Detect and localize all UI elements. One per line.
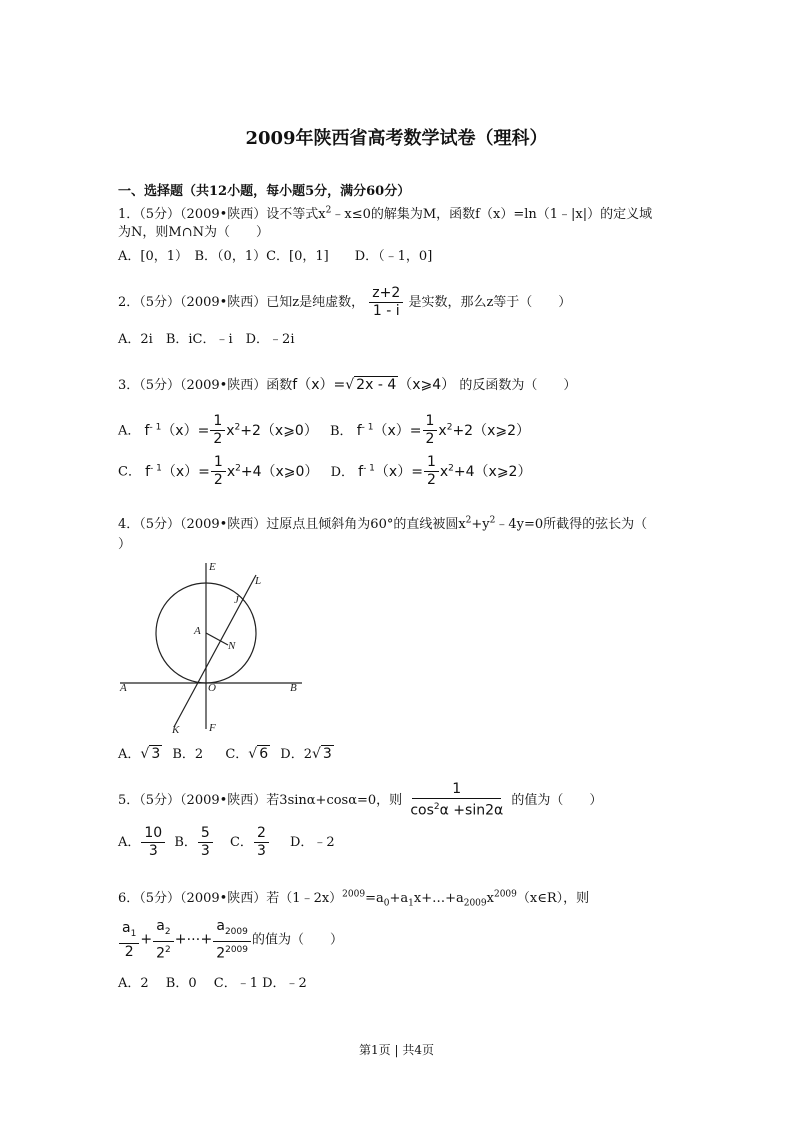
q4-optA: A． bbox=[118, 747, 141, 762]
q6-frac2-a: a bbox=[156, 918, 165, 934]
q5-options bbox=[118, 825, 335, 860]
q6-frac1-a: a bbox=[122, 919, 131, 936]
q3-optB-frac bbox=[423, 413, 438, 448]
q6-options: A．2 B．0 C．﹣1 D．﹣2 bbox=[118, 976, 307, 991]
q3-optC-label: C． bbox=[118, 464, 141, 480]
q5-optA-num: 10 bbox=[141, 825, 165, 843]
q3-optB-cond: （x⩾2） bbox=[473, 422, 531, 439]
q3-sqrt: √ 2x - 4 bbox=[345, 377, 397, 393]
q3-optB-label: B． bbox=[330, 423, 353, 439]
q3-optB-sup: - 1 bbox=[361, 421, 374, 432]
q3-optC-x: x bbox=[226, 463, 236, 480]
q3-optC-sq: 2 bbox=[235, 462, 241, 473]
q3-optA-cond: （x⩾0） bbox=[260, 422, 318, 439]
q5-den-sup: 2 bbox=[433, 802, 440, 812]
label-A-left: A bbox=[120, 682, 127, 694]
q6-line1 bbox=[118, 887, 589, 909]
q3-optB-plus: +2 bbox=[452, 422, 474, 439]
q6-sub1: 1 bbox=[408, 898, 414, 909]
q3-optC-frac bbox=[211, 454, 226, 489]
q3-optD-frac bbox=[424, 454, 439, 489]
q3-optA-xeq: （x）= bbox=[161, 422, 210, 439]
q1-line2: 为N，则M∩N为（ ） bbox=[118, 225, 269, 240]
q6-frac1 bbox=[119, 920, 139, 961]
q3-optB-num: 1 bbox=[423, 413, 438, 431]
q6-frac3-base: 2 bbox=[216, 945, 226, 962]
q5-den bbox=[407, 799, 506, 820]
q1-text-a: 1．（5分）（2009•陕西）设不等式x bbox=[118, 207, 326, 222]
q6-dots: +⋯+ bbox=[174, 931, 213, 948]
q6-frac2 bbox=[153, 918, 174, 962]
q6-frac1-den: 2 bbox=[124, 943, 134, 960]
q5-optC-frac bbox=[254, 825, 269, 860]
q6-sup-a: 2009 bbox=[342, 889, 366, 900]
q6-a: 6．（5分）（2009•陕西）若（1﹣2x） bbox=[118, 891, 343, 906]
label-B: B bbox=[290, 682, 297, 694]
q3-stem bbox=[118, 374, 576, 394]
q3-optA-x: x bbox=[226, 422, 235, 439]
q3-optC-cond: （x⩾0） bbox=[261, 463, 319, 480]
q5-optB-label: B． bbox=[174, 835, 197, 850]
q3-optD-f: f bbox=[358, 463, 364, 480]
q5-stem bbox=[118, 781, 602, 820]
label-L: L bbox=[255, 575, 262, 587]
q3-optC-num: 1 bbox=[211, 454, 226, 472]
q3-optC-xeq: （x）= bbox=[161, 463, 210, 480]
q3-optD-sq: 2 bbox=[448, 462, 454, 473]
q2-num: z+2 bbox=[369, 285, 403, 303]
q4-optC: C． bbox=[225, 747, 249, 762]
q3-optB-x: x bbox=[438, 422, 447, 439]
label-O: O bbox=[208, 682, 216, 694]
q4-optC-rad: 6 bbox=[259, 746, 269, 762]
q3-optC-plus: +4 bbox=[240, 463, 262, 480]
q6-frac3-sub: 2009 bbox=[224, 926, 248, 937]
label-K: K bbox=[172, 724, 180, 736]
q5-optB-den: 3 bbox=[200, 843, 210, 859]
q4-options bbox=[118, 743, 334, 762]
q4-figure bbox=[110, 555, 310, 740]
q3-optA-f: f bbox=[144, 422, 150, 439]
q4-optA-sqrt: √ 3 bbox=[140, 746, 161, 762]
q4-line1 bbox=[118, 513, 647, 532]
q3-optD-expr bbox=[358, 454, 532, 488]
q6-frac2-sub: 2 bbox=[164, 926, 171, 937]
q6-frac2-base: 2 bbox=[156, 945, 165, 962]
q3-optD-xeq: （x）= bbox=[374, 463, 423, 480]
q6-frac3 bbox=[213, 918, 251, 962]
q3-suffix: 的反函数为（ ） bbox=[459, 378, 577, 393]
label-N: N bbox=[228, 640, 236, 652]
q3-optD-den: 2 bbox=[426, 472, 436, 488]
q6-frac3-exp: 2009 bbox=[225, 944, 249, 955]
q6-frac3-den bbox=[213, 942, 251, 963]
q6-e: x bbox=[486, 891, 494, 906]
q6-sub2009: 2009 bbox=[463, 898, 487, 909]
label-F: F bbox=[209, 722, 216, 734]
q3-fx: f（x）= bbox=[292, 377, 346, 393]
q5-optC-den: 3 bbox=[256, 843, 266, 859]
perpendicular-segment bbox=[206, 633, 228, 645]
q4-optA-rad: 3 bbox=[151, 746, 161, 762]
q6-frac3-a: a bbox=[216, 918, 225, 934]
q2-options: A．2i B．iC．﹣i D．﹣2i bbox=[118, 332, 295, 347]
q1-sup: 2 bbox=[325, 205, 332, 216]
q3-optA-den: 2 bbox=[213, 431, 223, 447]
q4-optD-rad: 3 bbox=[322, 746, 332, 762]
q3-options-row2 bbox=[118, 454, 531, 489]
q3-optB-sq: 2 bbox=[446, 421, 453, 432]
page-footer: 第1页 | 共4页 bbox=[359, 1043, 434, 1057]
q3-optA-frac bbox=[210, 413, 225, 448]
q3-optD-num: 1 bbox=[424, 454, 439, 472]
q3-optC-f: f bbox=[145, 463, 151, 480]
q4-optB: B．2 bbox=[172, 747, 204, 762]
q6-frac3-num bbox=[213, 918, 251, 942]
q4-sup-b: 2 bbox=[489, 515, 496, 526]
q4-line2: ） bbox=[118, 537, 132, 552]
q6-frac2-num bbox=[153, 918, 173, 942]
q4-text-a: 4．（5分）（2009•陕西）过原点且倾斜角为60°的直线被圆x bbox=[118, 517, 466, 532]
q3-optC-sup: - 1 bbox=[150, 462, 162, 473]
q3-optD-x: x bbox=[439, 463, 449, 480]
q2-suffix: 是实数，那么z等于（ ） bbox=[408, 295, 572, 310]
q1-line1 bbox=[118, 203, 652, 222]
q6-c: +a bbox=[389, 891, 409, 906]
label-E: E bbox=[209, 561, 216, 573]
q5-optA-den: 3 bbox=[148, 843, 158, 859]
q5-prefix: 5．（5分）（2009•陕西）若3sinα+cosα=0，则 bbox=[118, 792, 403, 808]
q5-num: 1 bbox=[412, 781, 501, 799]
q3-optA-sup: - 1 bbox=[149, 421, 162, 432]
q5-optC-label: C． bbox=[229, 835, 253, 850]
q3-optC-den: 2 bbox=[213, 472, 223, 488]
q4-text-c: ﹣4y=0所截得的弦长为（ bbox=[495, 517, 648, 532]
q3-optA-num: 1 bbox=[210, 413, 225, 431]
q6-frac1-sub: 1 bbox=[130, 928, 137, 939]
q6-b: =a bbox=[365, 891, 384, 906]
q2-stem bbox=[118, 285, 571, 320]
q4-optD-sqrt: √ 3 bbox=[311, 746, 332, 762]
q2-prefix: 2．（5分）（2009•陕西）已知z是纯虚数， bbox=[118, 295, 365, 310]
q3-optA-expr bbox=[144, 413, 318, 447]
q1-options: A．[0，1） B．（0，1）C．[0，1] D．（﹣1，0] bbox=[118, 249, 433, 264]
q5-optD-label: D．﹣2 bbox=[290, 835, 335, 850]
q4-optD: D．2 bbox=[280, 747, 312, 762]
q5-optA-frac bbox=[141, 825, 165, 860]
q6-plus: + bbox=[140, 931, 153, 948]
q6-sup-b: 2009 bbox=[493, 889, 517, 900]
q3-prefix: 3．（5分）（2009•陕西）函数 bbox=[118, 378, 293, 393]
q2-den: 1 - i bbox=[372, 303, 400, 319]
q3-optD-cond: （x⩾2） bbox=[474, 463, 532, 480]
q5-den-b: α +sin2α bbox=[439, 802, 504, 819]
q5-fraction bbox=[407, 781, 506, 820]
q6-frac2-exp: 2 bbox=[164, 944, 171, 955]
q3-optA-plus: +2 bbox=[240, 422, 261, 439]
q3-optD-sup: - 1 bbox=[363, 462, 375, 473]
q3-optA-sq: 2 bbox=[234, 421, 241, 432]
q1-text-b: ﹣x≤0的解集为M，函数f（x）=ln（1﹣|x|）的定义域 bbox=[331, 207, 653, 222]
q3-optB-f: f bbox=[356, 422, 362, 439]
q5-suffix: 的值为（ ） bbox=[511, 792, 603, 808]
q4-text-b: +y bbox=[471, 517, 490, 532]
section-heading: 一、选择题（共12小题，每小题5分，满分60分） bbox=[118, 184, 411, 199]
q3-optB-den: 2 bbox=[425, 431, 435, 447]
q5-optB-num: 5 bbox=[198, 825, 213, 843]
q6-frac1-num bbox=[119, 920, 139, 944]
q3-optA-label: A． bbox=[118, 423, 141, 439]
q3-cond: （x⩾4） bbox=[398, 377, 456, 393]
q4-sup-a: 2 bbox=[465, 515, 472, 526]
q3-optC-expr bbox=[145, 454, 319, 488]
q3-optD-label: D． bbox=[330, 464, 354, 480]
q6-suffix: 的值为（ ） bbox=[252, 932, 344, 948]
q3-optB-xeq: （x）= bbox=[373, 422, 422, 439]
q5-optA-label: A． bbox=[118, 835, 141, 850]
line-L bbox=[174, 575, 256, 727]
q3-optD-plus: +4 bbox=[453, 463, 475, 480]
q5-optC-num: 2 bbox=[254, 825, 269, 843]
q3-optB-expr bbox=[356, 413, 531, 447]
q6-d: x+…+a bbox=[413, 891, 464, 906]
label-A-center: A bbox=[194, 625, 201, 637]
q4-optC-sqrt: √ 6 bbox=[248, 746, 269, 762]
q6-sub0: 0 bbox=[383, 898, 390, 909]
label-J: J bbox=[234, 594, 239, 606]
q2-fraction bbox=[369, 285, 403, 320]
q5-den-a: cos bbox=[410, 802, 434, 819]
page-title: 2009年陕西省高考数学试卷（理科） bbox=[245, 128, 548, 149]
q3-options-row1 bbox=[118, 413, 530, 448]
q6-f: （x∈R），则 bbox=[516, 891, 590, 906]
q6-line2 bbox=[118, 918, 343, 962]
q6-frac2-den bbox=[153, 942, 174, 963]
q3-radicand: 2x - 4 bbox=[356, 377, 397, 393]
q5-optB-frac bbox=[198, 825, 213, 860]
